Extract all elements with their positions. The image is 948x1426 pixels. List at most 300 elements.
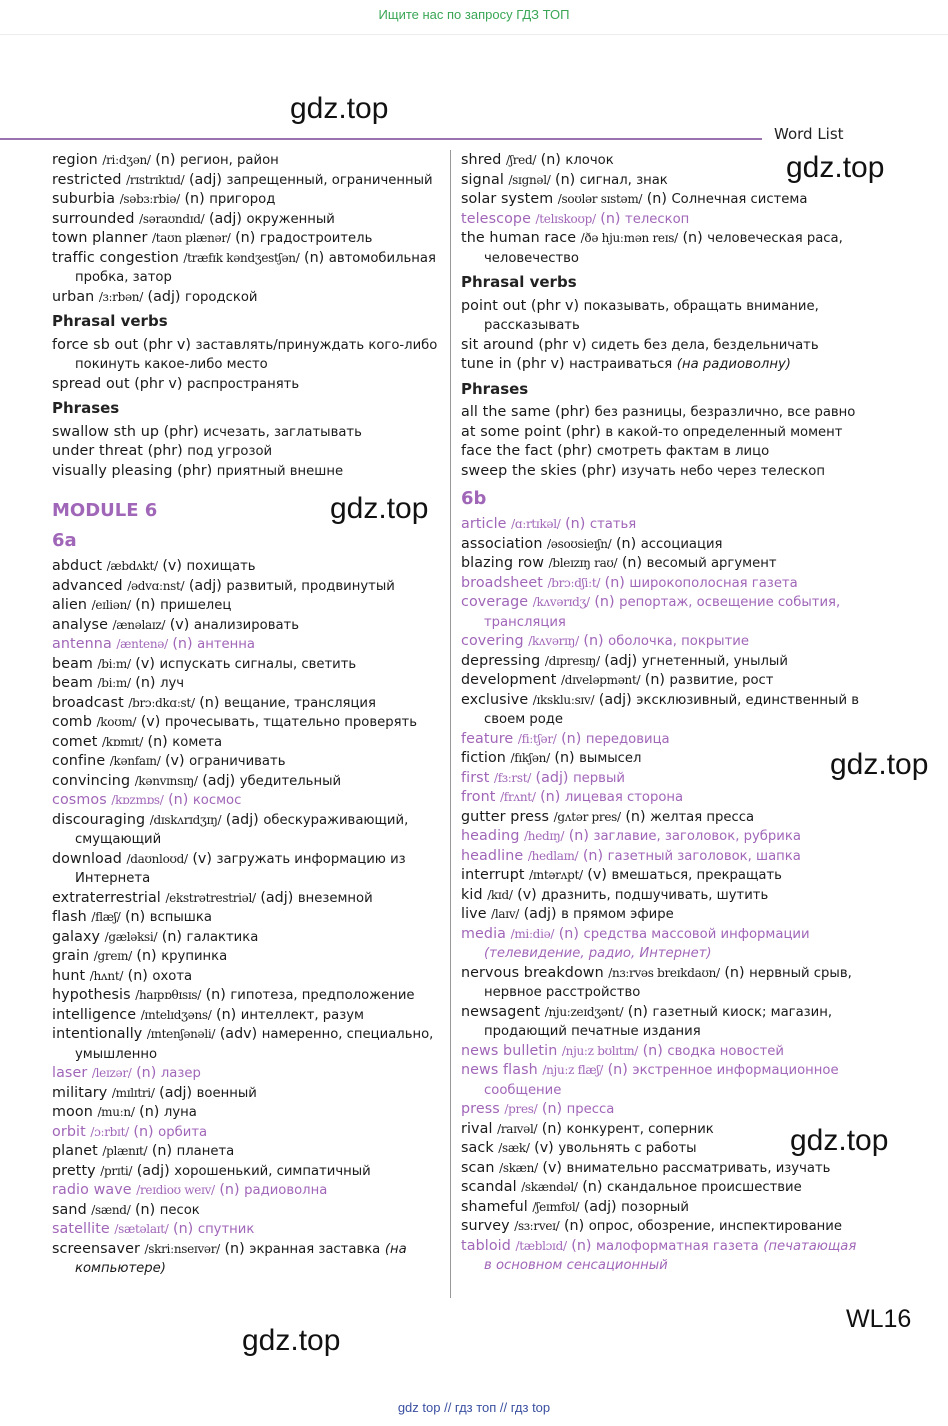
entry-part-of-speech: (n)	[571, 1237, 592, 1254]
entry-definition: распространять	[186, 376, 300, 392]
entry-definition: клочок	[565, 153, 614, 168]
entry-part-of-speech: (adj)	[523, 906, 557, 922]
word-entry	[52, 442, 444, 462]
entry-word: gutter press	[461, 808, 550, 825]
entry-word: region	[52, 152, 98, 168]
entry-part-of-speech: (adj)	[535, 769, 569, 786]
entry-word: traffic congestion	[52, 249, 179, 266]
entry-part-of-speech: (n)	[541, 1101, 563, 1117]
entry-part-of-speech: (n)	[724, 964, 745, 981]
column-divider	[450, 150, 451, 1298]
entry-transcription: /skændəl/	[521, 1180, 578, 1194]
word-entry	[461, 964, 861, 1003]
entry-part-of-speech: (n)	[199, 694, 220, 711]
entry-part-of-speech: (phr v)	[530, 297, 580, 314]
entry-transcription: /ekstrətrestriəl/	[165, 890, 256, 905]
entry-part-of-speech: (n)	[540, 789, 561, 805]
entry-note: (телевидение, радио, Интернет)	[484, 946, 712, 961]
word-entry	[52, 1142, 444, 1162]
entry-part-of-speech: (phr)	[581, 462, 617, 479]
entry-part-of-speech: (phr)	[177, 462, 213, 479]
word-entry	[52, 288, 444, 308]
entry-part-of-speech: (n)	[155, 152, 176, 168]
entry-word: covering	[461, 633, 524, 649]
entry-definition: орбита	[158, 1124, 208, 1140]
entry-definition: репортаж, освещение события, трансляция	[484, 595, 841, 630]
entry-transcription: /skriːnseɪvər/	[144, 1241, 220, 1256]
word-entry	[52, 1025, 444, 1064]
entry-part-of-speech: (n)	[224, 1240, 245, 1257]
entry-definition: заглавие, заголовок, рубрика	[593, 829, 801, 844]
entry-word: discouraging	[52, 811, 146, 828]
entry-definition: статья	[589, 517, 637, 532]
entry-definition: исчезать, заглатывать	[203, 424, 362, 440]
word-entry	[52, 336, 444, 375]
entry-word: sack	[461, 1140, 494, 1156]
entry-transcription: /prɪti/	[100, 1163, 133, 1178]
word-entry	[52, 791, 444, 811]
word-entry	[52, 655, 444, 675]
entry-word: headline	[461, 847, 524, 864]
entry-definition: крупинка	[161, 949, 228, 964]
entry-definition: ассоциация	[640, 536, 723, 552]
word-entry	[461, 866, 861, 886]
entry-definition: пресса	[566, 1102, 615, 1117]
word-entry	[461, 336, 861, 356]
entry-definition: антенна	[197, 637, 255, 652]
entry-part-of-speech: (phr v)	[516, 356, 565, 372]
entry-transcription: /eɪliən/	[91, 598, 131, 612]
entry-transcription: /gæləksi/	[104, 929, 158, 944]
entry-definition: человеческая раса, человечество	[484, 231, 843, 266]
entry-definition: изучать небо через телескоп	[621, 463, 825, 479]
entry-definition: намеренно, специально, умышленно	[75, 1027, 434, 1062]
word-entry	[461, 652, 861, 672]
entry-part-of-speech: (n)	[161, 928, 182, 945]
entry-transcription: /leɪzər/	[91, 1066, 132, 1080]
entry-definition: развитие, рост	[669, 673, 774, 688]
entry-definition: анализировать	[193, 617, 300, 633]
entry-part-of-speech: (adv)	[219, 1026, 258, 1042]
entry-word: abduct	[52, 558, 103, 574]
unit-title: 6b	[461, 488, 487, 509]
entry-definition: Солнечная система	[671, 192, 808, 207]
entry-part-of-speech: (n)	[604, 574, 625, 591]
section-heading: Phrases	[461, 379, 529, 398]
word-entry	[461, 462, 861, 482]
entry-word: solar system	[461, 191, 554, 207]
word-entry	[461, 769, 861, 789]
entry-transcription: /fɜːrst/	[494, 770, 531, 785]
entry-word: visually pleasing	[52, 462, 173, 479]
header-rule	[0, 138, 762, 140]
word-entry	[461, 1159, 861, 1179]
word-entry	[461, 554, 861, 574]
entry-part-of-speech: (v)	[140, 714, 161, 730]
word-entry	[461, 808, 861, 828]
word-entry	[461, 730, 861, 750]
word-entry	[52, 1103, 444, 1123]
entry-word: first	[461, 769, 490, 786]
entry-note: (на радиоволну)	[676, 357, 791, 372]
word-entry	[52, 151, 444, 171]
entry-part-of-speech: (n)	[135, 675, 156, 691]
entry-part-of-speech: (n)	[644, 672, 665, 688]
entry-transcription: /dɪveləpmənt/	[560, 673, 641, 687]
entry-word: restricted	[52, 171, 122, 188]
entry-transcription: /soʊlər sɪstəm/	[557, 192, 643, 206]
entry-word: article	[461, 516, 507, 532]
entry-part-of-speech: (n)	[172, 636, 193, 652]
entry-definition: убедительный	[239, 773, 342, 789]
entry-definition: интеллект, разум	[240, 1007, 365, 1023]
entry-definition: космос	[192, 793, 242, 808]
entry-part-of-speech: (n)	[646, 191, 667, 207]
entry-part-of-speech: (n)	[583, 633, 604, 649]
top-rule	[0, 34, 948, 35]
page-number: WL16	[846, 1305, 912, 1333]
entry-transcription: /ænəlaɪz/	[112, 617, 166, 632]
entry-word: antenna	[52, 636, 112, 652]
entry-transcription: /dɪskʌrɪdʒɪŋ/	[149, 812, 222, 827]
word-entry	[52, 1084, 444, 1104]
word-entry	[461, 1100, 861, 1120]
watermark: gdz.top	[290, 92, 389, 125]
entry-transcription: /plænɪt/	[102, 1144, 148, 1158]
entry-transcription: /ɔːrbɪt/	[90, 1124, 129, 1139]
word-entry	[52, 889, 444, 909]
entry-word: comb	[52, 714, 93, 730]
word-entry	[461, 691, 861, 730]
entry-definition: желтая пресса	[650, 809, 755, 825]
word-entry	[461, 905, 861, 925]
entry-transcription: /træfɪk kəndʒestʃən/	[183, 250, 300, 265]
entry-transcription: /ɪntenʃənəli/	[146, 1027, 216, 1041]
entry-word: under threat	[52, 443, 144, 459]
word-entry	[461, 827, 861, 847]
entry-definition: луч	[160, 676, 185, 691]
entry-part-of-speech: (n)	[627, 1003, 648, 1020]
entry-definition: эксклюзивный, единственный в своем роде	[484, 692, 859, 727]
entry-word: broadcast	[52, 694, 124, 711]
entry-word: advanced	[52, 577, 123, 594]
entry-word: point out	[461, 297, 527, 314]
entry-word: live	[461, 906, 487, 922]
entry-word: town planner	[52, 230, 148, 246]
word-entry	[52, 616, 444, 636]
entry-word: satellite	[52, 1221, 110, 1237]
entry-word: download	[52, 850, 122, 867]
word-entry	[461, 1042, 861, 1062]
entry-definition: внимательно рассматривать, изучать	[566, 1160, 831, 1176]
entry-word: intelligence	[52, 1006, 137, 1023]
entry-word: press	[461, 1101, 500, 1117]
entry-definition: автомобильная пробка, затор	[75, 250, 436, 285]
entry-word: blazing row	[461, 555, 545, 571]
word-entry	[461, 574, 861, 594]
entry-word: interrupt	[461, 867, 525, 883]
word-entry	[52, 752, 444, 772]
entry-word: newsagent	[461, 1003, 541, 1020]
word-entry	[461, 151, 861, 171]
entry-word: tabloid	[461, 1237, 511, 1254]
word-entry	[52, 210, 444, 230]
entry-part-of-speech: (v)	[164, 753, 185, 769]
word-entry	[52, 635, 444, 655]
entry-transcription: /koʊm/	[96, 715, 137, 729]
entry-definition: без разницы, безразлично, все равно	[594, 405, 856, 420]
entry-word: survey	[461, 1218, 510, 1234]
entry-definition: испускать сигналы, светить	[159, 656, 357, 672]
entry-part-of-speech: (phr v)	[134, 375, 183, 392]
word-entry	[52, 557, 444, 577]
entry-transcription: /ðə hjuːmən reɪs/	[580, 231, 678, 245]
entry-definition: первый	[573, 770, 625, 786]
entry-transcription: /əsoʊsieɪʃn/	[547, 536, 612, 551]
word-entry	[52, 577, 444, 597]
entry-definition: охота	[152, 968, 193, 984]
entry-word: hypothesis	[52, 987, 131, 1003]
word-entry	[461, 1061, 861, 1100]
entry-word: fiction	[461, 750, 506, 766]
entry-word: hunt	[52, 967, 86, 984]
word-entry	[461, 171, 861, 191]
entry-word: development	[461, 672, 557, 688]
entry-note: (печатающая в основном сенсационный	[484, 1238, 857, 1273]
entry-word: sand	[52, 1201, 87, 1218]
entry-definition: гипотеза, предположение	[230, 988, 415, 1003]
entry-part-of-speech: (n)	[625, 808, 646, 825]
entry-part-of-speech: (v)	[534, 1140, 554, 1156]
entry-definition: угнетенный, унылый	[641, 653, 788, 669]
entry-transcription: /ʃred/	[506, 153, 537, 167]
entry-word: military	[52, 1084, 108, 1101]
word-entry	[461, 788, 861, 808]
entry-part-of-speech: (n)	[205, 987, 226, 1003]
entry-word: cosmos	[52, 792, 107, 808]
entry-word: galaxy	[52, 928, 101, 945]
entry-part-of-speech: (adj)	[202, 772, 236, 789]
entry-definition: увольнять с работы	[558, 1141, 697, 1156]
word-entry	[461, 535, 861, 555]
entry-transcription: /hedlaɪn/	[527, 848, 579, 863]
word-entry	[52, 1123, 444, 1143]
section-heading: Phrasal verbs	[52, 312, 168, 330]
word-entry	[52, 1240, 444, 1279]
watermark: gdz.top	[786, 151, 885, 184]
entry-transcription: /njuːz flæʃ/	[542, 1063, 604, 1077]
entry-transcription: /æbdʌkt/	[106, 559, 158, 573]
entry-transcription: /kʌvərɪŋ/	[528, 634, 579, 648]
entry-part-of-speech: (n)	[582, 847, 604, 864]
entry-part-of-speech: (adj)	[208, 210, 242, 227]
entry-word: surrounded	[52, 210, 135, 227]
entry-transcription: /fɪkʃən/	[510, 751, 550, 765]
entry-word: suburbia	[52, 191, 116, 207]
entry-definition: приятный внешне	[216, 463, 344, 479]
entry-transcription: /ɪntərʌpt/	[529, 868, 583, 882]
entry-transcription: /biːm/	[97, 656, 131, 671]
entry-word: orbit	[52, 1123, 86, 1140]
entry-word: confine	[52, 753, 106, 769]
entry-part-of-speech: (n)	[124, 909, 146, 925]
entry-transcription: /telɪskoʊp/	[535, 211, 596, 226]
entry-word: beam	[52, 675, 93, 691]
entry-definition: городской	[185, 289, 258, 305]
entry-part-of-speech: (n)	[136, 948, 157, 964]
entry-part-of-speech: (adj)	[583, 1198, 617, 1215]
section-heading: Phrases	[52, 399, 120, 417]
entry-definition: смотреть фактам в лицо	[596, 444, 770, 459]
word-entry	[52, 850, 444, 889]
word-entry	[461, 423, 861, 443]
entry-part-of-speech: (adj)	[159, 1084, 193, 1101]
entry-definition: сидеть без дела, бездельничать	[591, 337, 819, 353]
entry-word: laser	[52, 1065, 88, 1081]
entry-transcription: /ɪntelɪdʒəns/	[140, 1007, 212, 1022]
entry-part-of-speech: (phr)	[163, 423, 199, 440]
entry-transcription: /njuːz bʊlɪtɪn/	[561, 1043, 639, 1058]
word-entry	[52, 928, 444, 948]
entry-definition: вмешаться, прекращать	[611, 868, 782, 883]
word-entry	[461, 1139, 861, 1159]
word-entry	[52, 423, 444, 443]
entry-part-of-speech: (n)	[136, 1065, 157, 1081]
word-entry	[461, 355, 861, 375]
entry-word: kid	[461, 886, 483, 903]
footer-links: gdz top // гдз топ // гдз top	[397, 1400, 551, 1415]
entry-transcription: /nɜːrvəs breɪkdaʊn/	[608, 965, 720, 980]
word-entry	[52, 733, 444, 753]
entry-definition: лицевая сторона	[564, 790, 684, 805]
entry-part-of-speech: (n)	[133, 1123, 154, 1140]
entry-definition: обескураживающий, смущающий	[75, 812, 409, 847]
word-entry	[52, 811, 444, 850]
entry-word: face the fact	[461, 443, 553, 459]
entry-definition: вещание, трансляция	[224, 695, 376, 711]
word-entry	[461, 671, 861, 691]
entry-part-of-speech: (n)	[621, 555, 643, 571]
word-entry	[461, 925, 861, 964]
entry-transcription: /kɒmɪt/	[101, 734, 143, 749]
entry-definition: запрещенный, ограниченный	[226, 172, 433, 188]
entry-word: pretty	[52, 1162, 96, 1179]
entry-definition: пришелец	[160, 598, 232, 613]
entry-word: scan	[461, 1159, 495, 1176]
entry-transcription: /riːdʒən/	[102, 153, 151, 167]
word-entry	[461, 1217, 861, 1237]
entry-word: spread out	[52, 375, 130, 392]
word-entry	[52, 462, 444, 482]
entry-part-of-speech: (n)	[594, 594, 615, 610]
entry-part-of-speech: (n)	[565, 516, 586, 532]
entry-definition: окруженный	[246, 211, 335, 227]
entry-transcription: /kɒzmɒs/	[111, 793, 164, 807]
entry-transcription: /miːdiə/	[510, 926, 555, 941]
entry-definition: внеземной	[297, 890, 373, 906]
entry-part-of-speech: (n)	[561, 730, 582, 747]
word-entry	[461, 1178, 861, 1198]
entry-definition: градостроитель	[259, 231, 373, 246]
entry-word: sweep the skies	[461, 462, 577, 479]
entry-note: (на компьютере)	[75, 1241, 407, 1276]
entry-transcription: /brɔːdkɑːst/	[128, 695, 195, 710]
entry-part-of-speech: (n)	[568, 828, 589, 844]
entry-transcription: /biːm/	[97, 676, 131, 690]
entry-part-of-speech: (n)	[582, 1179, 603, 1195]
entry-transcription: /njuːzeɪdʒənt/	[544, 1004, 624, 1019]
entry-transcription: /sæk/	[498, 1141, 530, 1155]
entry-transcription: /haɪpɒθɪsɪs/	[135, 988, 202, 1002]
section-heading: Phrasal verbs	[461, 273, 577, 291]
entry-definition: средства массовой информации	[583, 926, 810, 942]
entry-transcription: /greɪn/	[93, 949, 132, 963]
entry-word: tune in	[461, 356, 512, 372]
entry-definition: газетный заголовок, шапка	[607, 848, 801, 864]
entry-definition: радиоволна	[244, 1183, 328, 1198]
word-entry	[461, 442, 861, 462]
entry-definition: скандальное происшествие	[606, 1180, 802, 1195]
entry-word: shameful	[461, 1198, 528, 1215]
entry-word: scandal	[461, 1179, 517, 1195]
entry-definition: галактика	[186, 929, 259, 945]
word-entry	[52, 1064, 444, 1084]
entry-part-of-speech: (phr)	[554, 404, 591, 420]
entry-transcription: /rɪstrɪktɪd/	[126, 172, 185, 187]
entry-part-of-speech: (n)	[600, 210, 621, 227]
entry-word: screensaver	[52, 1240, 140, 1257]
entry-word: comet	[52, 733, 98, 750]
entry-transcription: /dɪpresɪŋ/	[544, 653, 600, 668]
entry-word: nervous breakdown	[461, 964, 604, 981]
entry-transcription: /səbɜːrbiə/	[119, 192, 180, 206]
entry-transcription: /daʊnloʊd/	[126, 851, 188, 866]
entry-part-of-speech: (phr)	[147, 443, 183, 459]
entry-part-of-speech: (adj)	[598, 691, 632, 708]
word-entry	[461, 632, 861, 652]
word-entry	[52, 229, 444, 249]
word-entry	[461, 1003, 861, 1042]
entry-part-of-speech: (v)	[587, 867, 607, 883]
entry-part-of-speech: (phr)	[557, 443, 593, 459]
entry-word: radio wave	[52, 1182, 132, 1198]
entry-part-of-speech: (n)	[168, 792, 189, 808]
word-entry	[52, 171, 444, 191]
entry-transcription: /reɪdioʊ weɪv/	[136, 1183, 215, 1197]
entry-part-of-speech: (adj)	[260, 889, 294, 906]
entry-word: grain	[52, 948, 90, 964]
entry-definition: спутник	[197, 1222, 255, 1237]
entry-definition: показывать, обращать внимание, рассказывать	[484, 298, 819, 333]
entry-transcription: /muːn/	[97, 1105, 135, 1119]
entry-word: front	[461, 789, 496, 805]
word-entry	[461, 515, 861, 535]
module-title: MODULE 6	[52, 500, 158, 521]
entry-word: media	[461, 925, 507, 942]
entry-definition: ограничивать	[189, 754, 286, 769]
entry-part-of-speech: (n)	[682, 230, 703, 246]
entry-part-of-speech: (n)	[134, 1201, 156, 1218]
entry-definition: луна	[163, 1105, 197, 1120]
word-entry	[52, 375, 444, 395]
entry-part-of-speech: (adj)	[604, 652, 638, 669]
entry-definition: развитый, продвинутый	[226, 578, 395, 594]
entry-transcription: /fiːtʃər/	[517, 731, 557, 746]
entry-word: intentionally	[52, 1026, 143, 1042]
entry-definition: телескоп	[625, 211, 690, 227]
entry-transcription: /brɔːdʃiːt/	[547, 575, 601, 590]
entry-word: telescope	[461, 210, 531, 227]
